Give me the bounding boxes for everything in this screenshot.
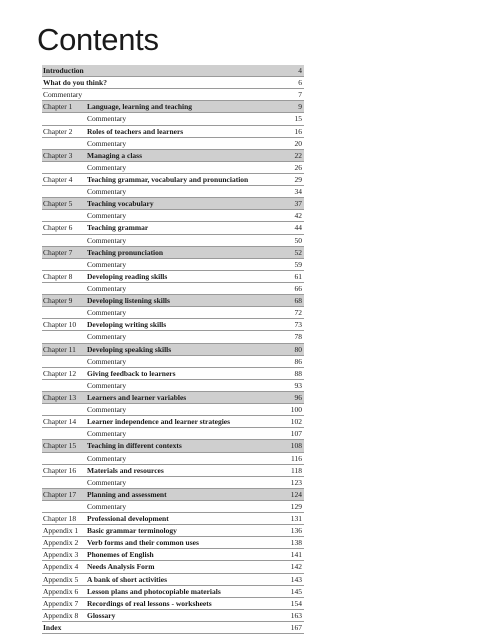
toc-entry-page-number: 138 [290, 538, 302, 548]
toc-entry[interactable] [42, 210, 304, 222]
toc-entry[interactable] [42, 77, 304, 89]
toc-entry-label: Chapter 2 [43, 126, 73, 136]
toc-entry-page-number: 163 [290, 610, 302, 620]
table-of-contents [42, 65, 304, 634]
toc-entry-label: Appendix 6 [43, 586, 79, 596]
toc-entry-label: Chapter 7 [43, 247, 73, 257]
toc-entry-page-number: 50 [294, 235, 302, 245]
toc-entry-label: Chapter 3 [43, 150, 73, 160]
toc-entry-title: Basic grammar terminology [87, 526, 177, 536]
toc-entry-label: Chapter 13 [43, 392, 77, 402]
toc-entry[interactable] [42, 489, 304, 501]
toc-entry-label: Chapter 6 [43, 223, 73, 233]
toc-entry-label: Appendix 2 [43, 538, 79, 548]
toc-entry[interactable] [42, 307, 304, 319]
toc-entry-page-number: 22 [294, 150, 302, 160]
toc-entry-label: Appendix 4 [43, 562, 79, 572]
toc-entry-page-number: 86 [294, 356, 302, 366]
toc-entry-title: Glossary [87, 610, 116, 620]
toc-entry-page-number: 93 [294, 380, 302, 390]
toc-entry-title: Developing reading skills [87, 271, 168, 281]
toc-entry-page-number: 52 [294, 247, 302, 257]
toc-entry-label: Appendix 1 [43, 526, 79, 536]
toc-entry[interactable] [42, 101, 304, 113]
toc-entry-page-number: 167 [290, 623, 302, 633]
toc-entry-label: Chapter 14 [43, 417, 77, 427]
toc-entry[interactable] [42, 622, 304, 634]
toc-entry-page-number: 116 [291, 453, 302, 463]
toc-entry-commentary: Commentary [87, 235, 127, 245]
toc-entry-commentary: Commentary [87, 477, 127, 487]
toc-entry-title: Phonemes of English [87, 550, 154, 560]
toc-entry[interactable] [42, 222, 304, 234]
toc-entry-page-number: 37 [294, 199, 302, 209]
toc-entry-label: Chapter 15 [43, 441, 77, 451]
toc-entry[interactable] [42, 113, 304, 125]
toc-entry[interactable] [42, 453, 304, 465]
toc-entry-title: Introduction [43, 66, 84, 75]
toc-entry-page-number: 88 [294, 368, 302, 378]
toc-entry-page-number: 80 [294, 344, 302, 354]
toc-entry-label: Chapter 4 [43, 174, 73, 184]
toc-entry-page-number: 141 [290, 550, 302, 560]
toc-entry-page-number: 29 [294, 174, 302, 184]
toc-entry-title: Recordings of real lessons - worksheets [87, 598, 212, 608]
toc-entry-page-number: 124 [290, 489, 302, 499]
toc-entry-title: Teaching pronunciation [87, 247, 164, 257]
toc-entry-label: Chapter 1 [43, 102, 73, 112]
toc-entry-title: Giving feedback to learners [87, 368, 176, 378]
toc-entry-page-number: 59 [294, 259, 302, 269]
toc-entry-commentary: Commentary [87, 259, 127, 269]
toc-entry-page-number: 102 [290, 417, 302, 427]
toc-entry[interactable] [42, 549, 304, 561]
toc-entry-commentary: Commentary [87, 187, 127, 197]
toc-entry-title: Developing speaking skills [87, 344, 172, 354]
toc-entry[interactable] [42, 186, 304, 198]
toc-entry-label: Appendix 7 [43, 598, 79, 608]
toc-entry[interactable] [42, 331, 304, 343]
toc-entry-page-number: 6 [298, 78, 302, 88]
toc-entry[interactable] [42, 138, 304, 150]
toc-entry[interactable] [42, 477, 304, 489]
toc-entry[interactable] [42, 525, 304, 537]
toc-entry-label: Chapter 12 [43, 368, 77, 378]
toc-entry-page-number: 34 [294, 187, 302, 197]
toc-entry[interactable] [42, 574, 304, 586]
toc-entry[interactable] [42, 416, 304, 428]
toc-entry-title: Roles of teachers and learners [87, 126, 184, 136]
toc-entry-commentary: Commentary [87, 453, 127, 463]
toc-entry-page-number: 118 [291, 465, 302, 475]
toc-entry-label: Chapter 8 [43, 271, 73, 281]
toc-entry-page-number: 66 [294, 283, 302, 293]
toc-entry-title: Teaching vocabulary [87, 199, 154, 209]
toc-entry-commentary: Commentary [87, 162, 127, 172]
toc-entry[interactable] [42, 198, 304, 210]
toc-entry-title: Language, learning and teaching [87, 102, 193, 112]
toc-entry-title: Teaching in different contexts [87, 441, 182, 451]
toc-entry-label: Chapter 9 [43, 296, 73, 306]
toc-entry-title: Managing a class [87, 150, 143, 160]
toc-entry-label: Chapter 10 [43, 320, 77, 330]
toc-entry[interactable] [42, 356, 304, 368]
toc-entry-page-number: 16 [294, 126, 302, 136]
toc-entry[interactable] [42, 465, 304, 477]
toc-entry[interactable] [42, 344, 304, 356]
toc-entry[interactable] [42, 404, 304, 416]
toc-entry[interactable] [42, 586, 304, 598]
toc-entry-page-number: 154 [290, 598, 302, 608]
toc-entry-title: What do you think? [43, 78, 107, 88]
toc-entry-page-number: 129 [290, 501, 302, 511]
toc-entry-page-number: 72 [294, 308, 302, 318]
toc-entry-title: Developing listening skills [87, 296, 170, 306]
toc-entry[interactable] [42, 537, 304, 549]
toc-entry-title: Learners and learner variables [87, 392, 187, 402]
toc-entry-page-number: 44 [294, 223, 302, 233]
toc-entry-page-number: 131 [290, 514, 302, 524]
toc-entry[interactable] [42, 392, 304, 404]
toc-entry-page-number: 100 [290, 405, 302, 415]
toc-entry-page-number: 4 [298, 66, 302, 75]
toc-entry-page-number: 61 [294, 271, 302, 281]
toc-entry-label: Chapter 5 [43, 199, 73, 209]
toc-entry-commentary: Commentary [87, 211, 127, 221]
toc-entry-label: Chapter 16 [43, 465, 77, 475]
toc-entry-commentary: Commentary [87, 114, 127, 124]
toc-entry-page-number: 20 [294, 138, 302, 148]
toc-entry-title: Teaching grammar, vocabulary and pronunciation [87, 174, 249, 184]
toc-entry-label: Chapter 11 [43, 344, 76, 354]
toc-entry-label: Appendix 5 [43, 574, 79, 584]
toc-entry-title: Planning and assessment [87, 489, 167, 499]
toc-entry-commentary: Commentary [87, 356, 127, 366]
toc-entry-label: Appendix 3 [43, 550, 79, 560]
toc-entry[interactable] [42, 235, 304, 247]
toc-entry-commentary: Commentary [43, 90, 83, 100]
toc-entry-page-number: 123 [290, 477, 302, 487]
toc-entry[interactable] [42, 247, 304, 259]
toc-entry[interactable] [42, 259, 304, 271]
toc-entry[interactable] [42, 295, 304, 307]
toc-entry-page-number: 68 [294, 296, 302, 306]
toc-entry-commentary: Commentary [87, 380, 127, 390]
toc-entry[interactable] [42, 126, 304, 138]
toc-entry[interactable] [42, 440, 304, 452]
toc-entry-title: Professional development [87, 514, 169, 524]
toc-entry-commentary: Commentary [87, 283, 127, 293]
toc-entry-title: Verb forms and their common uses [87, 538, 199, 548]
toc-entry-page-number: 143 [290, 574, 302, 584]
toc-entry-page-number: 96 [294, 392, 302, 402]
toc-entry-page-number: 136 [290, 526, 302, 536]
toc-entry[interactable] [42, 65, 304, 77]
toc-entry-label: Chapter 17 [43, 489, 77, 499]
toc-entry-commentary: Commentary [87, 332, 127, 342]
toc-entry-title: Lesson plans and photocopiable materials [87, 586, 221, 596]
page-title: Contents [37, 22, 159, 57]
toc-entry-commentary: Commentary [87, 138, 127, 148]
toc-entry[interactable] [42, 89, 304, 101]
toc-entry-commentary: Commentary [87, 501, 127, 511]
toc-entry-page-number: 73 [294, 320, 302, 330]
toc-entry-page-number: 9 [298, 102, 302, 112]
toc-entry-page-number: 142 [290, 562, 302, 572]
toc-entry-title: Index [43, 623, 62, 633]
toc-entry-commentary: Commentary [87, 429, 127, 439]
toc-entry-commentary: Commentary [87, 308, 127, 318]
toc-entry-page-number: 108 [290, 441, 302, 451]
toc-entry-page-number: 42 [294, 211, 302, 221]
toc-entry[interactable] [42, 283, 304, 295]
toc-entry-title: Needs Analysis Form [87, 562, 155, 572]
toc-entry-page-number: 145 [290, 586, 302, 596]
toc-entry-page-number: 26 [294, 162, 302, 172]
toc-entry[interactable] [42, 319, 304, 331]
toc-entry-page-number: 7 [298, 90, 302, 100]
toc-entry-title: Teaching grammar [87, 223, 149, 233]
toc-entry-page-number: 15 [294, 114, 302, 124]
toc-entry[interactable] [42, 513, 304, 525]
toc-entry-label: Chapter 18 [43, 514, 77, 524]
toc-entry-commentary: Commentary [87, 405, 127, 415]
toc-entry[interactable] [42, 561, 304, 573]
toc-entry[interactable] [42, 162, 304, 174]
toc-entry-title: Developing writing skills [87, 320, 167, 330]
toc-entry[interactable] [42, 428, 304, 440]
toc-entry[interactable] [42, 271, 304, 283]
toc-entry[interactable] [42, 501, 304, 513]
toc-entry-page-number: 78 [294, 332, 302, 342]
toc-entry[interactable] [42, 150, 304, 162]
toc-entry-title: Materials and resources [87, 465, 164, 475]
toc-entry[interactable] [42, 368, 304, 380]
toc-entry-label: Appendix 8 [43, 610, 79, 620]
toc-entry[interactable] [42, 380, 304, 392]
toc-entry-title: Learner independence and learner strategies [87, 417, 231, 427]
toc-entry-title: A bank of short activities [87, 574, 168, 584]
toc-entry[interactable] [42, 610, 304, 622]
toc-entry[interactable] [42, 174, 304, 186]
toc-entry[interactable] [42, 598, 304, 610]
toc-entry-page-number: 107 [290, 429, 302, 439]
